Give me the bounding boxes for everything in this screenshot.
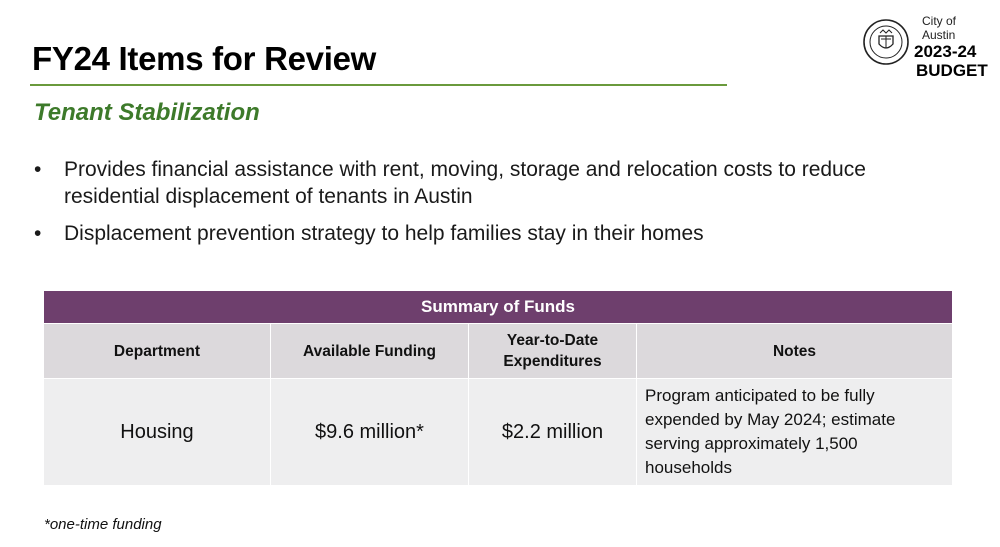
bullet-item	[30, 156, 960, 210]
title-divider	[30, 84, 727, 86]
cell-notes: Program anticipated to be fully expended by May 2024; estimate serving approximately 1,500 households	[637, 379, 953, 486]
column-header-department: Department	[44, 324, 271, 379]
bullet-item	[30, 220, 960, 247]
column-header-notes: Notes	[637, 324, 953, 379]
funds-summary-table	[43, 290, 953, 486]
cell-department: Housing	[44, 379, 271, 486]
bullet-list	[30, 156, 960, 257]
logo-budget-label: BUDGET	[916, 61, 988, 80]
cell-available-funding: $9.6 million*	[271, 379, 469, 486]
bullet-dot-icon: •	[34, 158, 42, 181]
logo-city: City of Austin	[922, 14, 957, 42]
cell-ytd-expenditures: $2.2 million	[469, 379, 637, 486]
table-caption: Summary of Funds	[44, 291, 953, 324]
column-header-ytd-expenditures: Year-to-Date Expenditures	[469, 324, 637, 379]
bullet-text: Provides financial assistance with rent, moving, storage and relocation costs to reduce residential displacement of tenants in Austin	[64, 158, 866, 208]
column-header-available-funding: Available Funding	[271, 324, 469, 379]
logo-wordmark	[914, 14, 990, 80]
page-title: FY24 Items for Review	[32, 40, 377, 77]
footnote: *one-time funding	[44, 516, 162, 533]
city-seal-icon	[862, 18, 910, 66]
bullet-text: Displacement prevention strategy to help families stay in their homes	[64, 222, 704, 245]
logo-year: 2023-24	[914, 42, 977, 61]
budget-logo	[862, 14, 990, 80]
table-row	[44, 379, 953, 486]
section-subtitle: Tenant Stabilization	[34, 99, 260, 126]
bullet-dot-icon: •	[34, 222, 42, 245]
